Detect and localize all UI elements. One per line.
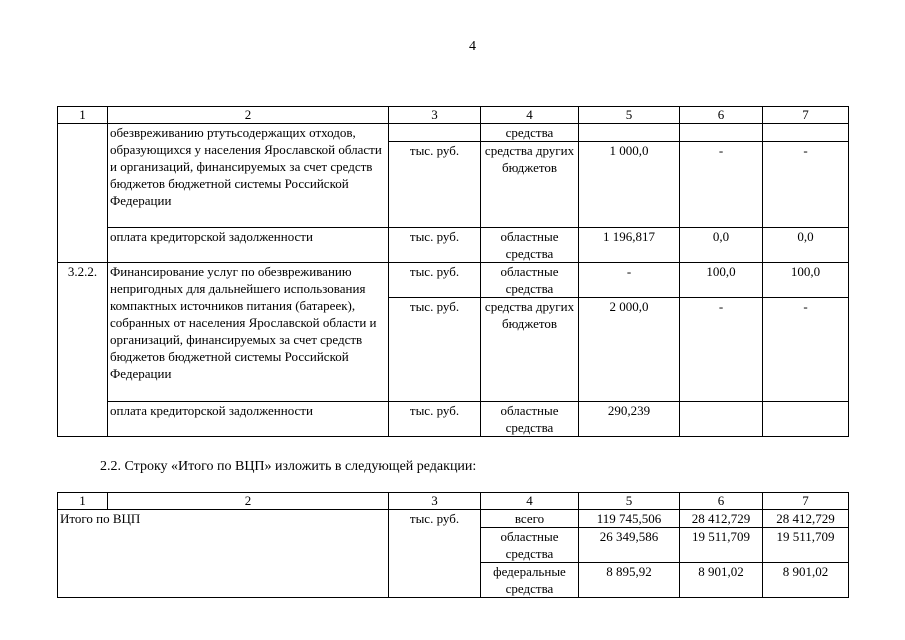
value-cell [579,124,680,142]
value-cell: - [763,298,849,402]
value-cell: 100,0 [763,263,849,298]
header-cell: 4 [481,107,579,124]
item-description: Финансирование услуг по обезвреживанию непригодных для дальнейшего использования компактных источников питания (батареек), собранных от населения Ярославской области и организаций, финансируемых за счет средств бюджетов бюджетной системы Российской Федерации [108,263,389,402]
header-cell: 2 [108,493,389,510]
value-cell: 0,0 [680,228,763,263]
header-cell: 5 [579,107,680,124]
item-number-cell [58,124,108,263]
header-cell: 7 [763,107,849,124]
unit-cell: тыс. руб. [389,510,481,598]
funding-source: областные средства [481,528,579,563]
value-cell: 1 196,817 [579,228,680,263]
value-cell: 28 412,729 [680,510,763,528]
header-cell: 1 [58,107,108,124]
header-cell: 3 [389,493,481,510]
value-cell: 100,0 [680,263,763,298]
value-cell: - [763,142,849,228]
header-cell: 7 [763,493,849,510]
value-cell: 2 000,0 [579,298,680,402]
header-cell: 6 [680,107,763,124]
value-cell: 119 745,506 [579,510,680,528]
total-label: Итого по ВЦП [58,510,389,598]
value-cell: 0,0 [763,228,849,263]
table-row [58,510,849,528]
value-cell [680,124,763,142]
funding-source: средства других бюджетов [481,142,579,228]
value-cell: 290,239 [579,402,680,437]
value-cell: - [680,298,763,402]
value-cell: - [680,142,763,228]
header-cell: 1 [58,493,108,510]
value-cell: 8 901,02 [763,563,849,598]
item-subdescription: оплата кредиторской задолженности [108,402,389,437]
value-cell: 26 349,586 [579,528,680,563]
header-cell: 2 [108,107,389,124]
funding-source: средства других бюджетов [481,298,579,402]
header-cell: 6 [680,493,763,510]
value-cell [680,402,763,437]
header-cell: 3 [389,107,481,124]
unit-cell [389,124,481,142]
table-header-row [58,493,849,510]
funding-source: областные средства [481,263,579,298]
table-row [58,402,849,437]
table-row [58,263,849,298]
item-description: обезвреживанию ртутьсодержащих отходов, образующихся у населения Ярославской области и организаций, финансируемых за счет средств бюджетов бюджетной системы Российской Федерации [108,124,389,228]
header-cell: 5 [579,493,680,510]
item-subdescription: оплата кредиторской задолженности [108,228,389,263]
value-cell [763,402,849,437]
funding-source: областные средства [481,228,579,263]
total-table [57,492,849,598]
value-cell: 19 511,709 [680,528,763,563]
value-cell: 8 901,02 [680,563,763,598]
value-cell: - [579,263,680,298]
value-cell: 28 412,729 [763,510,849,528]
funding-source: средства [481,124,579,142]
amendment-paragraph: 2.2. Строку «Итого по ВЦП» изложить в следующей редакции: [100,459,477,474]
item-number-cell: 3.2.2. [58,263,108,437]
unit-cell: тыс. руб. [389,142,481,228]
page-number: 4 [469,39,476,54]
unit-cell: тыс. руб. [389,263,481,298]
funding-source: федеральные средства [481,563,579,598]
funding-source: областные средства [481,402,579,437]
program-table [57,106,849,437]
unit-cell: тыс. руб. [389,228,481,263]
value-cell: 19 511,709 [763,528,849,563]
value-cell: 1 000,0 [579,142,680,228]
unit-cell: тыс. руб. [389,402,481,437]
table-row [58,228,849,263]
unit-cell: тыс. руб. [389,298,481,402]
table-header-row [58,107,849,124]
funding-source: всего [481,510,579,528]
header-cell: 4 [481,493,579,510]
value-cell [763,124,849,142]
table-row [58,124,849,142]
value-cell: 8 895,92 [579,563,680,598]
